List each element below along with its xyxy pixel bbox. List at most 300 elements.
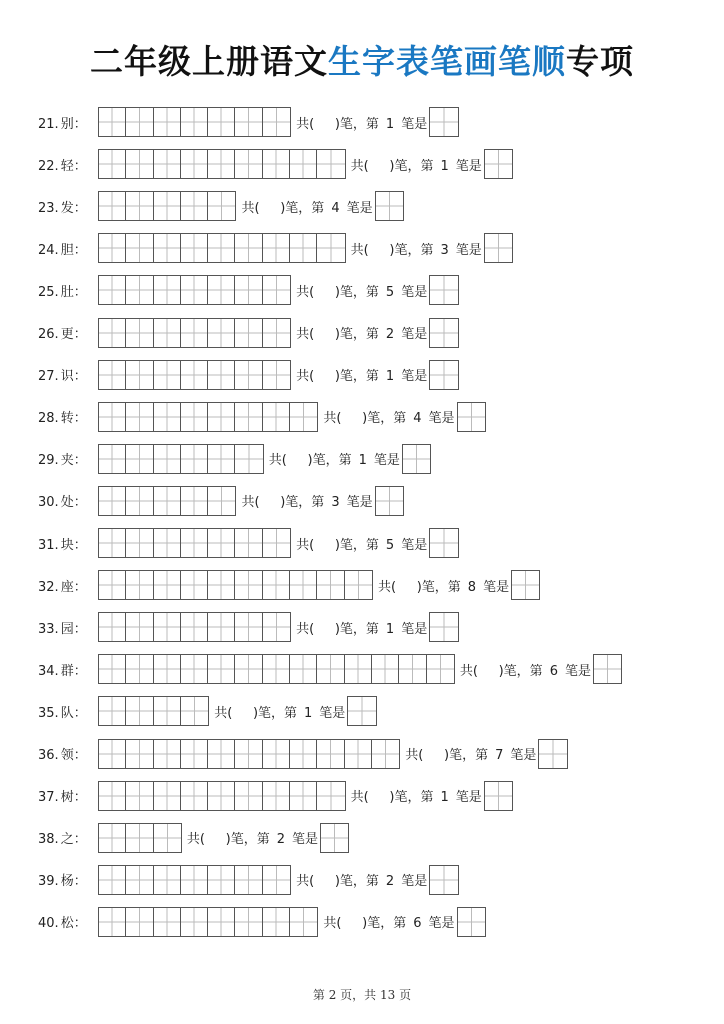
answer-box[interactable] — [484, 149, 513, 179]
writing-cell[interactable] — [126, 655, 153, 683]
writing-cell[interactable] — [154, 824, 181, 852]
writing-cell[interactable] — [263, 571, 290, 599]
exercise-row — [38, 613, 459, 641]
answer-box[interactable] — [429, 360, 458, 390]
writing-cell[interactable] — [99, 276, 126, 304]
exercise-row — [38, 529, 459, 557]
total-strokes-blank[interactable] — [260, 495, 281, 510]
writing-cell[interactable] — [235, 740, 262, 768]
writing-cell[interactable] — [181, 403, 208, 431]
writing-cell[interactable] — [126, 487, 153, 515]
writing-cell[interactable] — [208, 866, 235, 894]
writing-cell[interactable] — [263, 908, 290, 936]
writing-cell[interactable] — [290, 908, 317, 936]
exercise-number: 28. — [38, 411, 59, 427]
writing-cell[interactable] — [317, 150, 344, 178]
writing-cell[interactable] — [154, 655, 181, 683]
writing-cell[interactable] — [126, 613, 153, 641]
writing-cell[interactable] — [181, 571, 208, 599]
writing-cell[interactable] — [263, 655, 290, 683]
total-strokes-blank[interactable] — [314, 327, 335, 342]
writing-cell[interactable] — [126, 697, 153, 725]
title-part-3: 专项 — [566, 42, 634, 81]
answer-box[interactable] — [429, 318, 458, 348]
answer-cell[interactable] — [376, 192, 403, 220]
total-strokes-prefix: 共( — [323, 916, 342, 932]
writing-cell[interactable] — [126, 445, 153, 473]
answer-cell[interactable] — [485, 782, 512, 810]
writing-cell[interactable] — [208, 529, 235, 557]
writing-cell[interactable] — [235, 361, 262, 389]
writing-cell[interactable] — [263, 234, 290, 262]
exercise-label — [38, 491, 98, 510]
writing-cell[interactable] — [99, 613, 126, 641]
writing-cell[interactable] — [99, 824, 126, 852]
writing-cell[interactable] — [99, 697, 126, 725]
nth-stroke-number: 2 — [276, 832, 285, 848]
writing-cell[interactable] — [235, 529, 262, 557]
writing-cell[interactable] — [235, 908, 262, 936]
question-text — [269, 449, 400, 468]
exercise-label — [38, 576, 98, 595]
writing-cell[interactable] — [317, 571, 344, 599]
writing-cell[interactable] — [126, 403, 153, 431]
answer-box[interactable] — [511, 570, 540, 600]
writing-cell[interactable] — [126, 319, 153, 347]
colon: ： — [73, 327, 87, 342]
title-part-2-highlight: 生字表笔画笔顺 — [328, 42, 566, 81]
writing-cell[interactable] — [181, 319, 208, 347]
writing-cell[interactable] — [290, 571, 317, 599]
total-strokes-blank[interactable] — [314, 538, 335, 553]
writing-cell[interactable] — [235, 571, 262, 599]
writing-cell[interactable] — [235, 782, 262, 810]
writing-cell[interactable] — [126, 740, 153, 768]
writing-cell[interactable] — [208, 319, 235, 347]
answer-cell[interactable] — [430, 361, 457, 389]
nth-stroke-number: 4 — [331, 200, 340, 216]
stroke-order-grid — [98, 528, 291, 558]
exercise-character: 杨 — [60, 874, 74, 890]
writing-cell[interactable] — [345, 655, 372, 683]
exercise-character: 发 — [60, 200, 74, 216]
answer-cell[interactable] — [348, 697, 375, 725]
writing-cell[interactable] — [154, 276, 181, 304]
answer-box[interactable] — [402, 444, 431, 474]
answer-box[interactable] — [347, 696, 376, 726]
writing-cell[interactable] — [154, 782, 181, 810]
nth-stroke-suffix: 笔是 — [455, 790, 482, 806]
writing-cell[interactable] — [235, 108, 262, 136]
question-text — [323, 912, 454, 931]
writing-cell[interactable] — [263, 361, 290, 389]
answer-box[interactable] — [429, 528, 458, 558]
writing-cell[interactable] — [208, 782, 235, 810]
writing-cell[interactable] — [399, 655, 426, 683]
nth-stroke-number: 3 — [331, 495, 340, 511]
writing-cell[interactable] — [263, 276, 290, 304]
question-text — [296, 870, 427, 889]
writing-cell[interactable] — [154, 908, 181, 936]
writing-cell[interactable] — [263, 866, 290, 894]
total-strokes-blank[interactable] — [287, 453, 308, 468]
writing-cell[interactable] — [154, 319, 181, 347]
writing-cell[interactable] — [208, 403, 235, 431]
writing-cell[interactable] — [99, 866, 126, 894]
answer-cell[interactable] — [539, 740, 566, 768]
exercise-row — [38, 445, 431, 473]
writing-cell[interactable] — [99, 571, 126, 599]
writing-cell[interactable] — [154, 150, 181, 178]
writing-cell[interactable] — [99, 234, 126, 262]
answer-box[interactable] — [320, 823, 349, 853]
answer-box[interactable] — [429, 107, 458, 137]
writing-cell[interactable] — [126, 529, 153, 557]
writing-cell[interactable] — [181, 361, 208, 389]
writing-cell[interactable] — [154, 234, 181, 262]
writing-cell[interactable] — [181, 782, 208, 810]
writing-cell[interactable] — [99, 445, 126, 473]
question-text — [296, 323, 427, 342]
writing-cell[interactable] — [208, 192, 235, 220]
nth-stroke-number: 5 — [385, 537, 395, 553]
answer-box[interactable] — [593, 654, 622, 684]
writing-cell[interactable] — [290, 655, 317, 683]
writing-cell[interactable] — [263, 403, 290, 431]
answer-cell[interactable] — [485, 150, 512, 178]
writing-cell[interactable] — [99, 487, 126, 515]
writing-cell[interactable] — [154, 740, 181, 768]
answer-cell[interactable] — [430, 276, 457, 304]
question-text — [296, 365, 427, 384]
exercise-label — [38, 702, 98, 721]
answer-cell[interactable] — [430, 319, 457, 347]
page-footer: 第 2 页，共 13 页 — [312, 988, 412, 1002]
writing-cell[interactable] — [99, 740, 126, 768]
total-strokes-suffix: )笔，第 — [334, 874, 379, 890]
writing-cell[interactable] — [263, 319, 290, 347]
writing-cell[interactable] — [317, 655, 344, 683]
writing-cell[interactable] — [181, 655, 208, 683]
answer-box[interactable] — [484, 781, 513, 811]
total-strokes-blank[interactable] — [423, 748, 444, 763]
total-strokes-blank[interactable] — [232, 706, 253, 721]
writing-cell[interactable] — [126, 276, 153, 304]
total-strokes-prefix: 共( — [296, 369, 315, 385]
nth-stroke-number: 5 — [385, 284, 395, 300]
answer-cell[interactable] — [594, 655, 621, 683]
answer-box[interactable] — [429, 275, 458, 305]
total-strokes-prefix: 共( — [296, 284, 315, 300]
writing-cell[interactable] — [208, 613, 235, 641]
answer-cell[interactable] — [376, 487, 403, 515]
writing-cell[interactable] — [181, 613, 208, 641]
writing-cell[interactable] — [154, 866, 181, 894]
total-strokes-suffix: )笔，第 — [334, 537, 379, 553]
colon: ： — [73, 874, 87, 890]
writing-cell[interactable] — [208, 655, 235, 683]
writing-cell[interactable] — [181, 740, 208, 768]
writing-cell[interactable] — [181, 445, 208, 473]
answer-cell[interactable] — [512, 571, 539, 599]
nth-stroke-suffix: 笔是 — [483, 579, 510, 595]
total-strokes-blank[interactable] — [260, 201, 281, 216]
writing-cell[interactable] — [208, 445, 235, 473]
total-strokes-blank[interactable] — [396, 580, 417, 595]
nth-stroke-number: 1 — [385, 116, 395, 132]
writing-cell[interactable] — [235, 866, 262, 894]
total-strokes-blank[interactable] — [205, 832, 226, 847]
writing-cell[interactable] — [235, 276, 262, 304]
total-strokes-prefix: 共( — [323, 411, 342, 427]
writing-cell[interactable] — [154, 361, 181, 389]
exercise-character: 肚 — [60, 284, 74, 300]
total-strokes-blank[interactable] — [314, 117, 335, 132]
answer-box[interactable] — [457, 402, 486, 432]
total-strokes-blank[interactable] — [478, 664, 499, 679]
question-text — [460, 660, 591, 679]
answer-cell[interactable] — [321, 824, 348, 852]
nth-stroke-number: 6 — [549, 663, 558, 679]
colon: ： — [73, 495, 87, 511]
total-strokes-suffix: )笔，第 — [280, 200, 325, 216]
writing-cell[interactable] — [99, 192, 126, 220]
writing-cell[interactable] — [181, 487, 208, 515]
writing-cell[interactable] — [99, 655, 126, 683]
nth-stroke-number: 4 — [413, 411, 422, 427]
writing-cell[interactable] — [181, 192, 208, 220]
writing-cell[interactable] — [154, 571, 181, 599]
writing-cell[interactable] — [99, 908, 126, 936]
exercise-character: 别 — [60, 116, 74, 132]
answer-cell[interactable] — [430, 108, 457, 136]
writing-cell[interactable] — [126, 192, 153, 220]
exercise-row — [38, 908, 486, 936]
writing-cell[interactable] — [290, 782, 317, 810]
writing-cell[interactable] — [99, 403, 126, 431]
writing-cell[interactable] — [345, 740, 372, 768]
answer-cell[interactable] — [430, 529, 457, 557]
writing-cell[interactable] — [126, 824, 153, 852]
writing-cell[interactable] — [154, 613, 181, 641]
writing-cell[interactable] — [208, 908, 235, 936]
writing-cell[interactable] — [126, 361, 153, 389]
exercise-row — [38, 697, 377, 725]
writing-cell[interactable] — [154, 529, 181, 557]
answer-cell[interactable] — [458, 908, 485, 936]
writing-cell[interactable] — [99, 361, 126, 389]
writing-cell[interactable] — [208, 361, 235, 389]
stroke-order-grid — [98, 318, 291, 348]
writing-cell[interactable] — [126, 108, 153, 136]
total-strokes-blank[interactable] — [341, 411, 362, 426]
writing-cell[interactable] — [181, 150, 208, 178]
writing-cell[interactable] — [181, 234, 208, 262]
writing-cell[interactable] — [99, 529, 126, 557]
exercise-number: 24. — [38, 242, 59, 258]
writing-cell[interactable] — [263, 782, 290, 810]
writing-cell[interactable] — [235, 403, 262, 431]
nth-stroke-number: 6 — [413, 916, 422, 932]
exercise-character: 处 — [60, 495, 74, 511]
exercise-row — [38, 824, 349, 852]
answer-box[interactable] — [484, 233, 513, 263]
total-strokes-suffix: )笔，第 — [334, 284, 379, 300]
exercise-row — [38, 487, 404, 515]
answer-box[interactable] — [538, 739, 567, 769]
exercise-character: 园 — [60, 621, 74, 637]
writing-cell[interactable] — [99, 319, 126, 347]
writing-cell[interactable] — [208, 571, 235, 599]
total-strokes-suffix: )笔，第 — [334, 116, 379, 132]
total-strokes-suffix: )笔，第 — [444, 748, 489, 763]
nth-stroke-suffix: 笔是 — [455, 242, 482, 258]
writing-cell[interactable] — [154, 445, 181, 473]
writing-cell[interactable] — [290, 740, 317, 768]
colon: ： — [73, 579, 87, 595]
answer-box[interactable] — [429, 612, 458, 642]
nth-stroke-suffix: 笔是 — [292, 832, 319, 848]
writing-cell[interactable] — [99, 108, 126, 136]
writing-cell[interactable] — [154, 403, 181, 431]
answer-cell[interactable] — [430, 866, 457, 894]
writing-cell[interactable] — [263, 108, 290, 136]
stroke-order-grid — [98, 570, 373, 600]
exercise-character: 转 — [60, 411, 74, 427]
writing-cell[interactable] — [208, 276, 235, 304]
writing-cell[interactable] — [154, 697, 181, 725]
answer-box[interactable] — [375, 191, 404, 221]
colon: ： — [73, 663, 87, 679]
writing-cell[interactable] — [126, 908, 153, 936]
writing-cell[interactable] — [154, 192, 181, 220]
total-strokes-blank[interactable] — [314, 622, 335, 637]
colon: ： — [73, 916, 87, 932]
nth-stroke-suffix: 笔是 — [401, 116, 428, 132]
nth-stroke-number: 8 — [467, 579, 477, 595]
answer-cell[interactable] — [485, 234, 512, 262]
writing-cell[interactable] — [181, 908, 208, 936]
total-strokes-blank[interactable] — [314, 369, 335, 384]
total-strokes-blank[interactable] — [314, 285, 335, 300]
exercise-label — [38, 113, 98, 132]
writing-cell[interactable] — [427, 655, 454, 683]
total-strokes-blank[interactable] — [314, 874, 335, 889]
writing-cell[interactable] — [126, 234, 153, 262]
answer-cell[interactable] — [458, 403, 485, 431]
writing-cell[interactable] — [235, 445, 262, 473]
exercise-number: 21. — [38, 116, 59, 132]
stroke-order-grid — [98, 612, 291, 642]
writing-cell[interactable] — [317, 740, 344, 768]
question-text — [405, 744, 536, 763]
writing-cell[interactable] — [235, 234, 262, 262]
writing-cell[interactable] — [208, 150, 235, 178]
writing-cell[interactable] — [235, 319, 262, 347]
writing-cell[interactable] — [126, 150, 153, 178]
writing-cell[interactable] — [208, 740, 235, 768]
total-strokes-blank[interactable] — [369, 790, 390, 805]
exercise-number: 40. — [38, 916, 59, 932]
writing-cell[interactable] — [208, 487, 235, 515]
writing-cell[interactable] — [235, 150, 262, 178]
writing-cell[interactable] — [263, 529, 290, 557]
writing-cell[interactable] — [290, 403, 317, 431]
total-strokes-suffix: )笔，第 — [334, 369, 379, 385]
answer-cell[interactable] — [430, 613, 457, 641]
writing-cell[interactable] — [317, 782, 344, 810]
writing-cell[interactable] — [317, 234, 344, 262]
writing-cell[interactable] — [126, 571, 153, 599]
writing-cell[interactable] — [99, 782, 126, 810]
nth-stroke-suffix: 笔是 — [401, 621, 428, 637]
writing-cell[interactable] — [235, 613, 262, 641]
answer-box[interactable] — [375, 486, 404, 516]
total-strokes-blank[interactable] — [369, 243, 390, 258]
writing-cell[interactable] — [181, 276, 208, 304]
writing-cell[interactable] — [99, 150, 126, 178]
writing-cell[interactable] — [181, 529, 208, 557]
writing-cell[interactable] — [208, 234, 235, 262]
total-strokes-prefix: 共( — [268, 453, 287, 469]
total-strokes-blank[interactable] — [369, 159, 390, 174]
writing-cell[interactable] — [263, 613, 290, 641]
colon: ： — [73, 748, 87, 763]
total-strokes-suffix: )笔，第 — [362, 411, 407, 427]
question-text — [214, 702, 345, 721]
title-part-1: 二年级上册语文 — [90, 42, 328, 81]
colon: ： — [73, 537, 87, 553]
writing-cell[interactable] — [372, 655, 399, 683]
writing-cell[interactable] — [208, 108, 235, 136]
writing-cell[interactable] — [181, 108, 208, 136]
answer-cell[interactable] — [403, 445, 430, 473]
writing-cell[interactable] — [290, 150, 317, 178]
writing-cell[interactable] — [235, 655, 262, 683]
writing-cell[interactable] — [181, 866, 208, 894]
total-strokes-prefix: 共( — [350, 790, 369, 806]
writing-cell[interactable] — [181, 697, 208, 725]
nth-stroke-number: 1 — [440, 790, 449, 806]
writing-cell[interactable] — [263, 150, 290, 178]
exercise-number: 30. — [38, 495, 59, 511]
nth-stroke-suffix: 笔是 — [319, 705, 346, 721]
nth-stroke-suffix: 笔是 — [401, 327, 428, 342]
colon: ： — [73, 411, 87, 427]
writing-cell[interactable] — [263, 740, 290, 768]
stroke-order-grid — [98, 696, 209, 726]
exercise-number: 33. — [38, 621, 59, 637]
nth-stroke-number: 1 — [440, 158, 449, 174]
writing-cell[interactable] — [372, 740, 399, 768]
writing-cell[interactable] — [126, 782, 153, 810]
answer-box[interactable] — [457, 907, 486, 937]
writing-cell[interactable] — [126, 866, 153, 894]
exercise-row — [38, 571, 540, 599]
total-strokes-suffix: )笔，第 — [389, 790, 434, 806]
total-strokes-prefix: 共( — [405, 748, 424, 763]
writing-cell[interactable] — [290, 234, 317, 262]
writing-cell[interactable] — [154, 108, 181, 136]
nth-stroke-suffix: 笔是 — [401, 284, 428, 300]
answer-box[interactable] — [429, 865, 458, 895]
writing-cell[interactable] — [154, 487, 181, 515]
total-strokes-suffix: )笔，第 — [280, 495, 325, 511]
exercise-number: 25. — [38, 284, 59, 300]
writing-cell[interactable] — [345, 571, 372, 599]
total-strokes-suffix: )笔，第 — [389, 242, 434, 258]
total-strokes-blank[interactable] — [341, 916, 362, 931]
